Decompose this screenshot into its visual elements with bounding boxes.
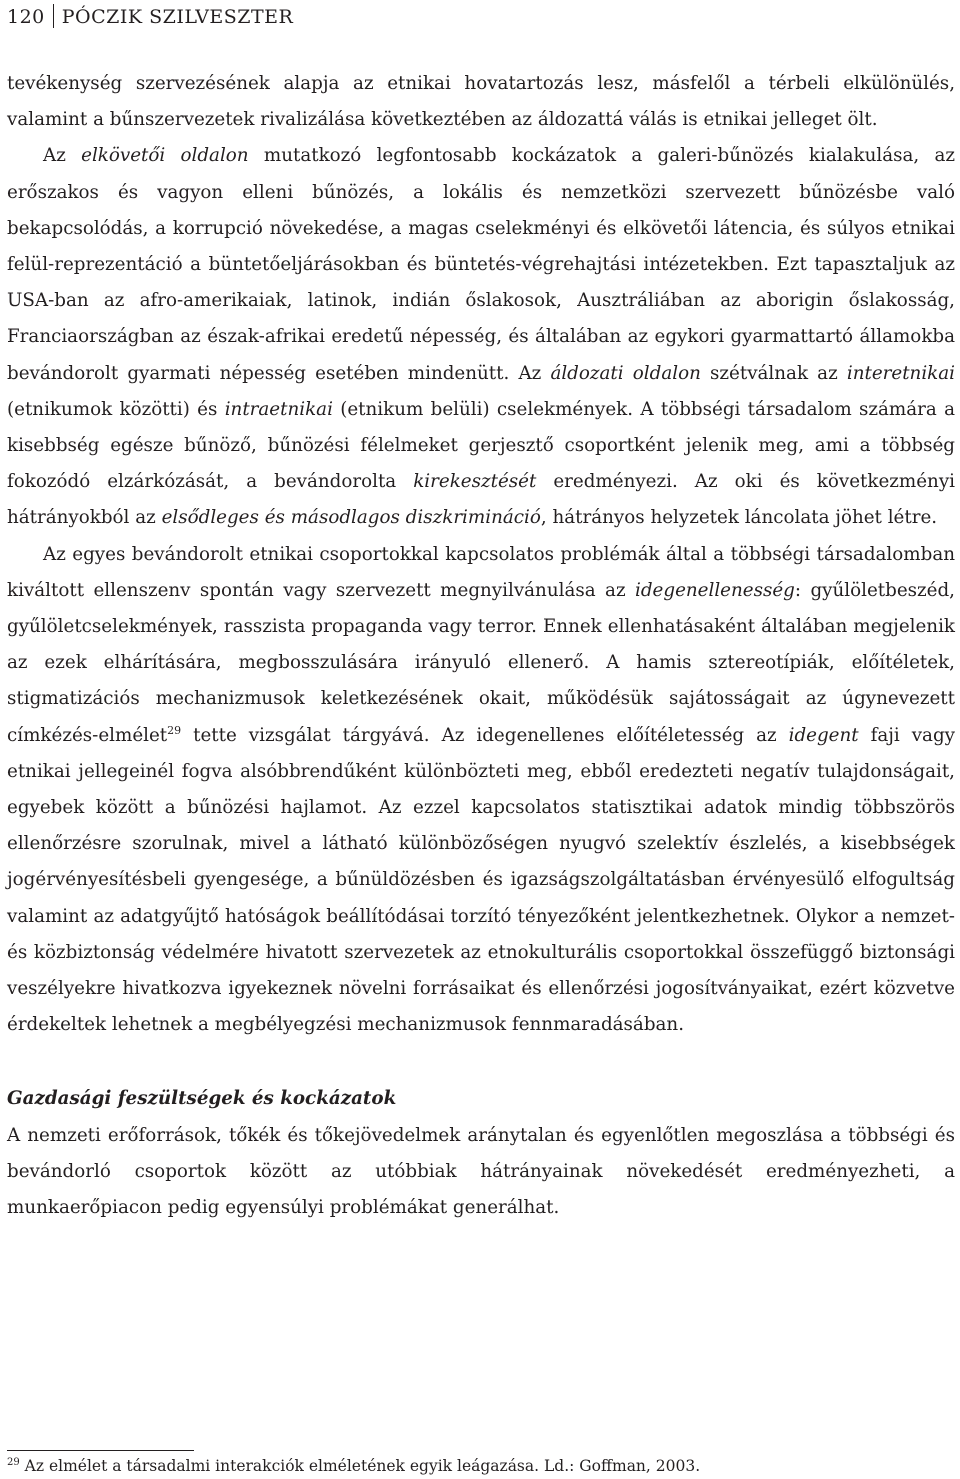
section-heading: Gazdasági feszültségek és kockázatok <box>7 1088 397 1110</box>
text-run: faji vagy etnikai jellegeinél fogva alsóbbrendűként különbözteti meg, ebből eredezteti negatív tulajdonságait, egyebek között a bűnözési hajlamot. Az ezzel kapcsolatos statisztikai adatok mindig többszörös ellenőrzésre szorulnak, mivel a látható különbözőségen nyugvó szelektív észlelés, a kisebbségek jogérvényesítésbeli gyengesége, a bűnüldözésben és igazságszolgáltatásban érvényesülő elfogultság valamint az adatgyűjtő hatóságok beállítódásai torzító tényezőként jelentkezhetnek. Olykor a nemzet- és közbiztonság védelmére hivatott szervezetek az etnokulturális csoportokkal összefüggő biztonsági veszélyekre hivatkozva igyekeznek növelni forrásaikat és ellenőrzési jogosítványaikat, ezért közvetve érdekeltek lehetnek a megbélyegzési mechanizmusok fennmaradásában. <box>7 724 955 1036</box>
footnote-text: Az elmélet a társadalmi interakciók elméletének egyik leágazása. Ld.: Goffman, 2003. <box>19 1457 701 1475</box>
italic-run: elsődleges és másodlagos diszkrimináció <box>161 507 541 529</box>
text-run: szétválnak az <box>700 362 847 384</box>
text-run: (etnikum belüli) cselekmények. A többségi társadalom számára a kisebbség egésze bűnöző, bűnözési félelmeket gerjesztő csoportként jelenik meg, ami a többség fokozódó elzárkózását, a bevándorolta <box>7 398 956 493</box>
footnote <box>7 1456 700 1476</box>
text-run: tevékenység szervezésének alapja az etnikai hovatartozás lesz, másfelől a térbeli elkülönülés, valamint a bűnszervezetek rivalizálása következtében az áldozattá válás is etnikai jelleget ölt. <box>7 73 955 131</box>
text-run: Az <box>43 145 82 167</box>
italic-run: intraetnikai <box>224 398 333 420</box>
italic-run: interetnikai <box>846 362 955 384</box>
text-run: eredményezi. Az oki és következményi hátrányokból az <box>7 471 956 529</box>
body-text <box>7 66 955 1226</box>
paragraph-4: A nemzeti erőforrások, tőkék és tőkejövedelmek aránytalan és egyenlőtlen megoszlása a többségi és bevándorló csoportok között az utóbbiak hátrányainak növekedését eredményezheti, a munkaerőpiacon pedig egyensúlyi problémákat generálhat. <box>7 1124 955 1219</box>
header-divider <box>53 4 54 28</box>
italic-run: idegent <box>788 724 859 746</box>
running-header <box>7 4 293 28</box>
text-run: mutatkozó legfontosabb kockázatok a galeri-bűnözés kialakulása, az erőszakos és vagyon elleni bűnözés, a lokális és nemzetközi szervezett bűnözésbe való bekapcsolódás, a korrupció növekedése, a magas cselekményi és elkövetői látencia, és súlyos etnikai felül-reprezentáció a büntetőeljárásokban és büntetés-végrehajtási intézetekben. Ezt tapasztaljuk az USA-ban az afro-amerikaiak, latinok, indián őslakosok, Ausztráliában az aborigin őslakosság, Franciaországban az észak-afrikai eredetű népesség, és általában az egykori gyarmattartó államokba bevándorolt gyarmati népesség esetében mindenütt. Az <box>7 145 955 384</box>
author-name: PÓCZIK SZILVESZTER <box>61 6 294 28</box>
paragraph-2 <box>7 138 955 536</box>
paragraph-1 <box>7 66 955 138</box>
italic-run: kirekesztését <box>413 471 537 493</box>
text-run: (etnikumok közötti) és <box>7 398 225 420</box>
text-run: : gyűlöletbeszéd, gyűlöletcselekmények, rasszista propaganda vagy terror. Ennek ellenhatásaként általában megjelenik az ezek elhárítására, megbosszulására irányuló ellenerő. A hamis sztereotípiák, előítéletek, stigmatizációs mechanizmusok keletkezésének okait, működésük sajátosságait az úgynevezett címkézés-elmélet <box>7 579 955 746</box>
text-run: tette vizsgálat tárgyává. Az idegenellenes előítéletesség az <box>181 724 789 746</box>
paragraph-3 <box>7 537 955 1044</box>
text-run: Az egyes bevándorolt etnikai csoportokkal kapcsolatos problémák által a többségi társadalomban kiváltott ellenszenv spontán vagy szervezett megnyilvánulása az <box>7 543 955 601</box>
footnote-ref[interactable]: 29 <box>167 723 182 737</box>
footnote-number: 29 <box>7 1456 20 1468</box>
italic-run: áldozati oldalon <box>550 362 701 384</box>
page-number: 120 <box>7 6 45 28</box>
footnote-divider <box>7 1450 194 1451</box>
text-run: , hátrányos helyzetek láncolata jöhet létre. <box>540 507 938 529</box>
italic-run: elkövetői oldalon <box>81 145 249 167</box>
italic-run: idegenellenesség <box>635 579 795 601</box>
